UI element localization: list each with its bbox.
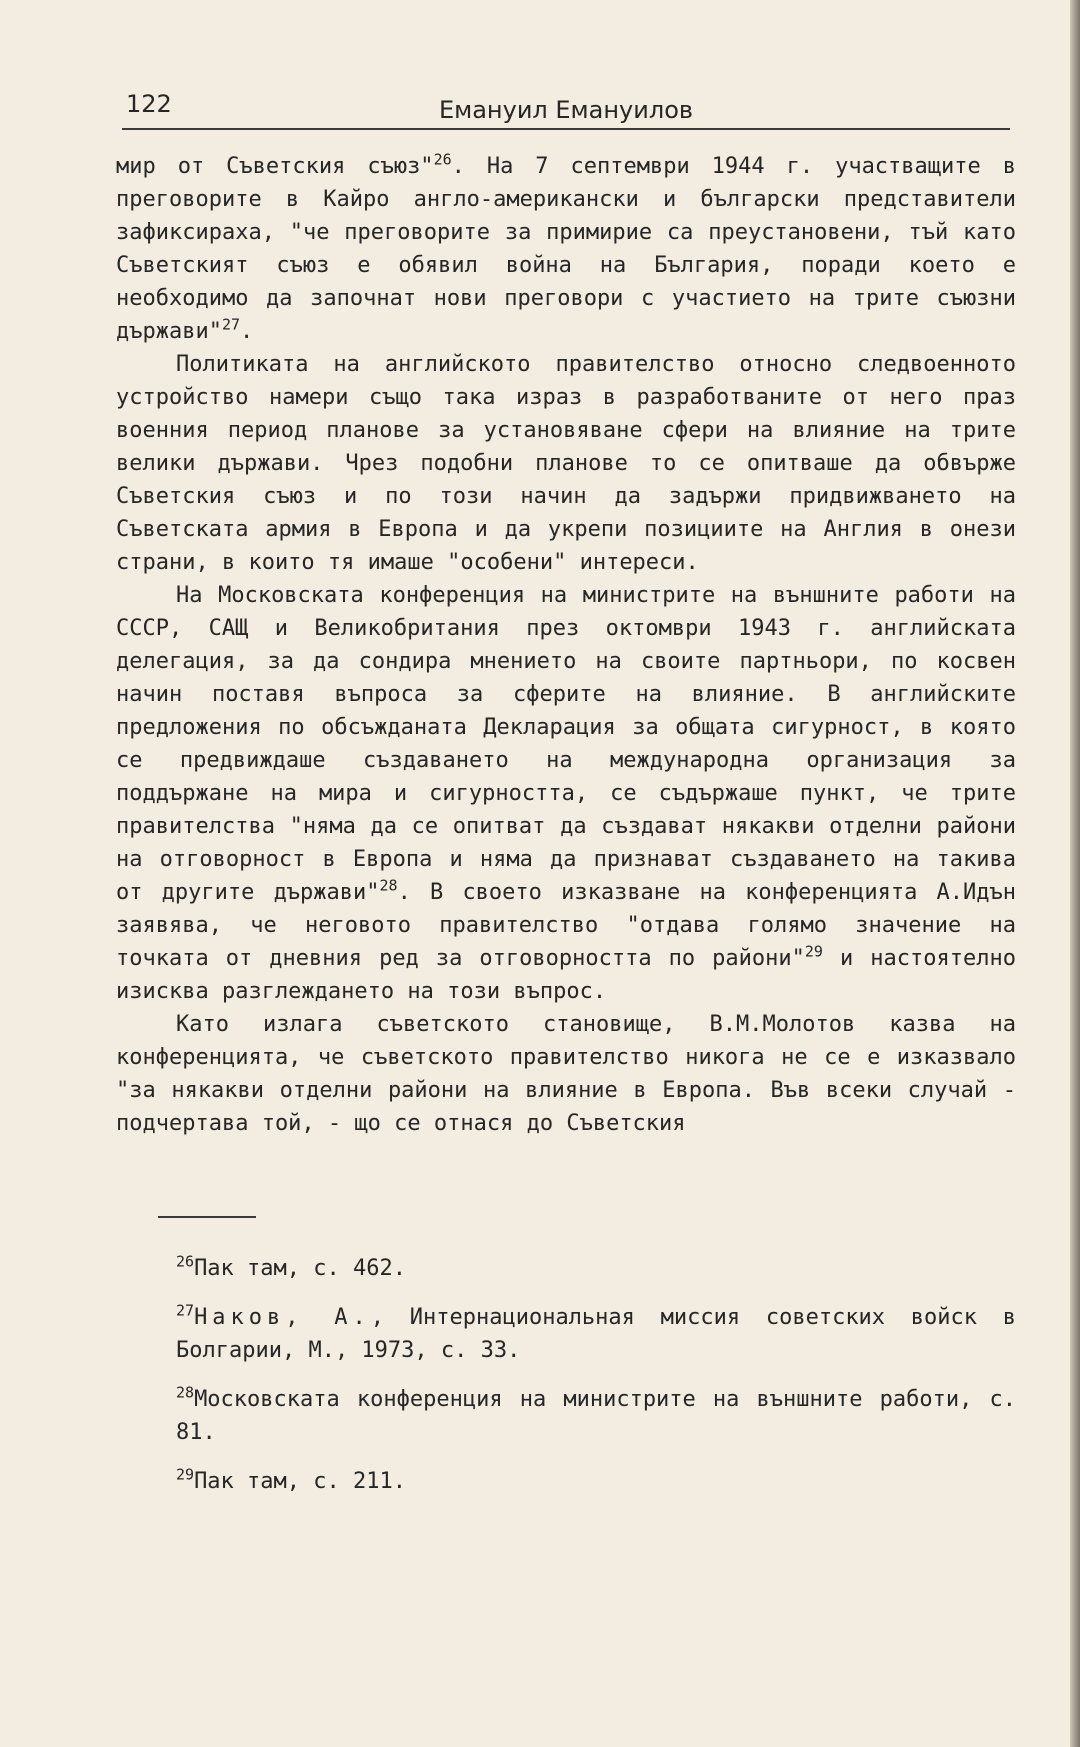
- footnote-text: Московската конференция на министрите на външните работи, с. 81.: [176, 1387, 1016, 1445]
- paragraph-1-text-b: . На 7 септември 1944 г. участващите в преговорите в Кайро англо-американски и български представители зафиксираха, "че преговорите за примирие са преустановени, тъй като Съветският съюз е обявил война на България, поради което е необходимо да започнат нови преговори с участието на трите съюзни държави": [116, 154, 1016, 344]
- paragraph-3-text-b: . В своето изказване на конференцията А.Идън заявява, че неговото правителство "отдава голямо значение на точката от дневния ред за отговорността по райони": [116, 880, 1016, 971]
- footnote-text: Пак там, с. 211.: [194, 1469, 406, 1494]
- paragraph-1: [116, 150, 1016, 348]
- footnote-26: [116, 1252, 1016, 1285]
- page-edge-shadow: [1070, 0, 1080, 1747]
- paragraph-1-text-c: .: [240, 319, 254, 344]
- footnote-text: Пак там, с. 462.: [194, 1256, 406, 1281]
- footnote-number: 27: [176, 1301, 195, 1320]
- footnote-ref-28: 28: [379, 876, 398, 895]
- footnote-number: 26: [176, 1252, 195, 1271]
- paragraph-3: [116, 579, 1016, 1008]
- footnote-28: [116, 1383, 1016, 1449]
- footnote-divider: [158, 1216, 256, 1218]
- paragraph-2-text: Политиката на английското правителство относно следвоенното устройство намери също така израз в разработваните от него праз военния период планове за установяване сфери на влияние на трите велики държави. Чрез подобни планове то се опитваше да обвърже Съветския съюз и по този начин да задържи придвижването на Съветската армия в Европа и да укрепи позициите на Англия в онези страни, в които тя имаше "особени" интереси.: [116, 352, 1016, 575]
- paragraph-3-text-a: На Московската конференция на министрите на външните работи на СССР, САЩ и Великобритания през октомври 1943 г. английската делегация, за да сондира мнението на своите партньори, по косвен начин поставя въпроса за сферите на влияние. В английските предложения по обсъжданата Декларация за общата сигурност, в която се предвиждаше създаването на международна организация за поддържане на мира и сигурността, се съдържаше пункт, че трите правителства "няма да се опитват да създават някакви отделни райони на отговорност в Европа и няма да признават създаването на такива от другите държави": [116, 583, 1016, 905]
- paragraph-1-text-a: мир от Съветския съюз": [116, 154, 434, 179]
- footnote-29: [116, 1465, 1016, 1498]
- footnote-number: 28: [176, 1383, 195, 1402]
- footnote-ref-27: 27: [221, 315, 241, 334]
- footnote-ref-26: 26: [433, 150, 452, 169]
- footnote-number: 29: [176, 1465, 195, 1484]
- paragraph-4: [116, 1008, 1016, 1140]
- running-title: Емануил Емануилов: [438, 96, 694, 124]
- footnote-27: [116, 1301, 1016, 1367]
- body-text: [116, 150, 1016, 1140]
- paragraph-4-text: Като излага съветското становище, В.М.Молотов казва на конференцията, че съветското правителство никога не се е изказвало "за някакви отделни райони на влияние в Европа. Във всеки случай - подчертава той, - що се отнася до Съветския: [116, 1012, 1016, 1136]
- footnote-ref-29: 29: [804, 942, 823, 961]
- footnote-author: Наков, А.: [194, 1305, 371, 1330]
- footnotes: [116, 1252, 1016, 1514]
- footnote-text: , Интернациональная миссия советских войск в Болгарии, М., 1973, с. 33.: [176, 1305, 1016, 1363]
- paragraph-2: [116, 348, 1016, 579]
- page-number: 122: [126, 90, 172, 118]
- page-header: [122, 88, 1010, 130]
- paragraph-3-text-c: и настоятелно изисква разглеждането на този въпрос.: [116, 946, 1016, 1004]
